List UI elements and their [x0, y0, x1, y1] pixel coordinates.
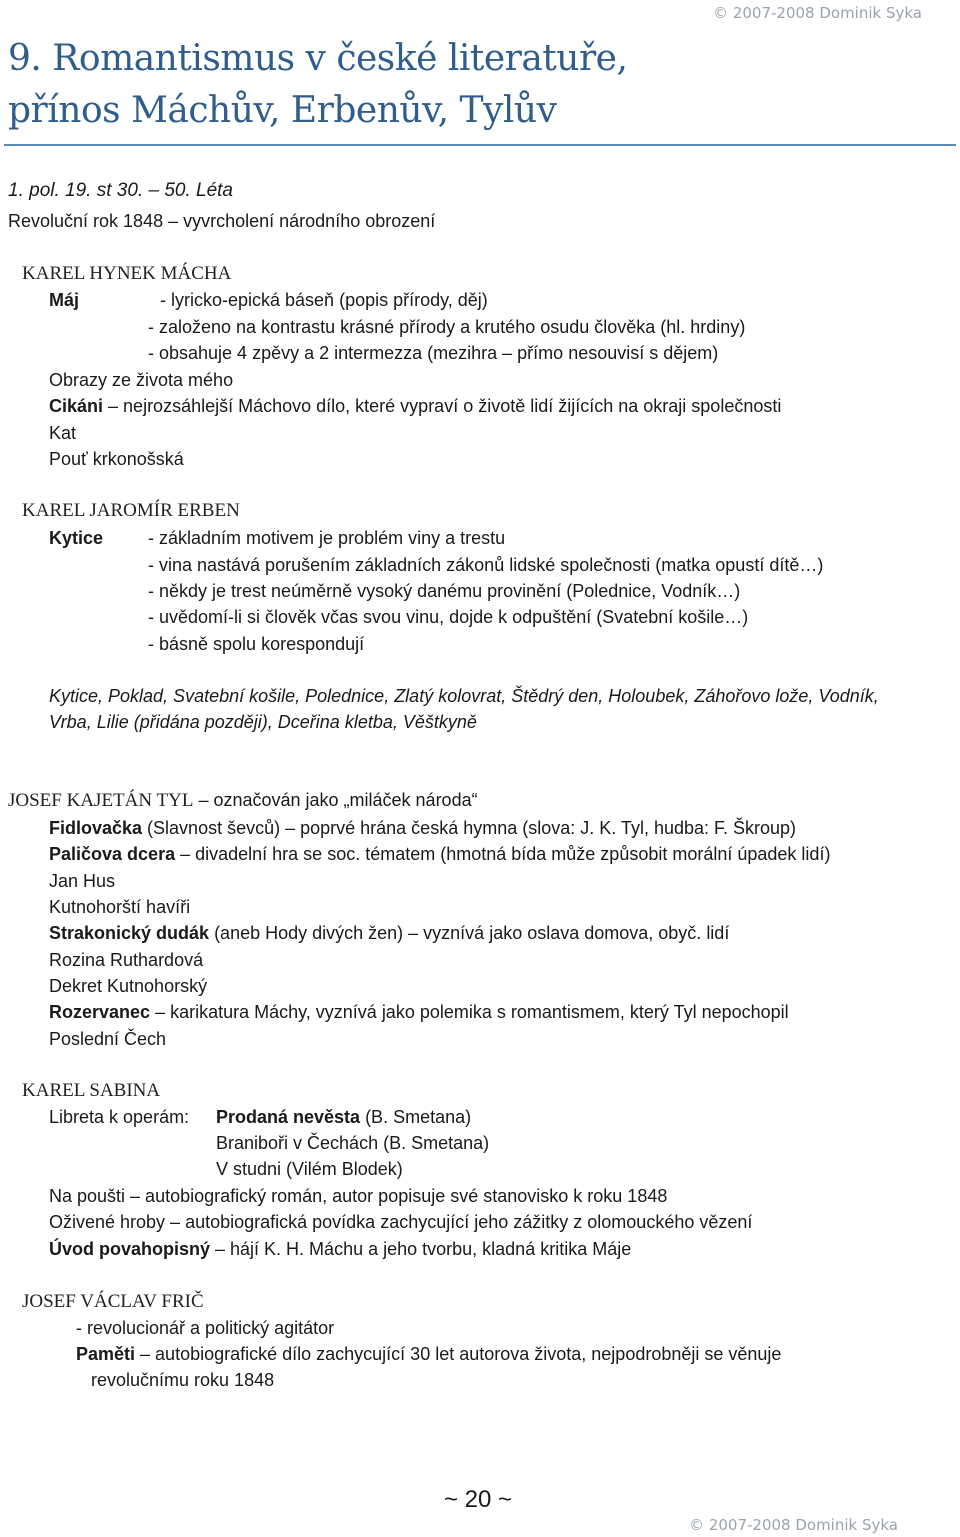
opera-1-label: Prodaná nevěsta [216, 1107, 361, 1127]
page-title-line-1: 9. Romantismus v české literatuře, [8, 38, 628, 79]
opera-3-line: V studni (Vilém Blodek) [216, 1159, 403, 1179]
opera-1-line [216, 1107, 471, 1128]
pameti-text: – autobiografické dílo zachycující 30 let autorova života, nejpodrobněji se věnuje [135, 1344, 782, 1364]
cikani-text: – nejrozsáhlejší Máchovo dílo, které vypraví o životě lidí žijících na okraji společnosti [103, 396, 782, 416]
maj-point-2: - založeno na kontrastu krásné přírody a krutého osudu člověka (hl. hrdiny) [148, 317, 746, 337]
uvod-line [49, 1239, 631, 1260]
page-title-line-2: přínos Máchův, Erbenův, Tylův [8, 90, 557, 131]
kytice-point-2: - vina nastává porušením základních zákonů lidské společnosti (matka opustí dítě…) [148, 555, 824, 575]
pout-line: Pouť krkonošská [49, 449, 184, 469]
uvod-text: – hájí K. H. Máchu a jeho tvorbu, kladná kritika Máje [210, 1239, 632, 1259]
copyright-bottom: © 2007-2008 Dominik Syka [689, 1516, 898, 1534]
page-number: ~ 20 ~ [444, 1486, 513, 1513]
title-rule [4, 144, 956, 146]
fidlovacka-text: (Slavnost ševců) – poprvé hrána česká hymna (slova: J. K. Tyl, hudba: F. Škroup) [142, 818, 797, 838]
opera-1-text: (B. Smetana) [360, 1107, 472, 1127]
obrazy-line: Obrazy ze života mého [49, 370, 234, 390]
tyl-heading-line [8, 790, 478, 812]
cikani-line [49, 396, 781, 417]
pameti-label: Paměti [76, 1344, 136, 1364]
rozervanec-line [49, 1002, 789, 1023]
ballads-line-1: Kytice, Poklad, Svatební košile, Polednice, Zlatý kolovrat, Štědrý den, Holoubek, Záhořovo lože, Vodník, [49, 686, 879, 706]
erben-heading: KAREL JAROMÍR ERBEN [22, 500, 240, 521]
rozervanec-text: – karikatura Máchy, vyznívá jako polemika s romantismem, který Tyl nepochopil [150, 1002, 789, 1022]
copyright-top: © 2007-2008 Dominik Syka [713, 4, 922, 22]
kytice-point-1: - základním motivem je problém viny a trestu [148, 528, 506, 548]
rozina-line: Rozina Ruthardová [49, 950, 204, 970]
ozivene-hroby-line: Oživené hroby – autobiografická povídka zachycující jeho zážitky z olomouckého vězení [49, 1212, 753, 1232]
kytice-point-3: - někdy je trest neúměrně vysoký danému provinění (Polednice, Vodník…) [148, 581, 741, 601]
strakonicky-text: (aneb Hody divých žen) – vyznívá jako oslava domova, obyč. lidí [209, 923, 730, 943]
strakonicky-label: Strakonický dudák [49, 923, 210, 943]
maj-point-1: - lyricko-epická báseň (popis přírody, děj) [160, 290, 488, 310]
fric-heading: JOSEF VÁCLAV FRIČ [22, 1291, 204, 1312]
fric-line-1: - revolucionář a politický agitátor [76, 1318, 335, 1338]
kytice-label: Kytice [49, 528, 104, 548]
posledni-cech-line: Poslední Čech [49, 1029, 167, 1049]
period-line: 1. pol. 19. st 30. – 50. Léta [8, 180, 233, 201]
tyl-heading-rest: – označován jako „miláček národa“ [193, 790, 478, 810]
kat-line: Kat [49, 423, 77, 443]
revolution-line: Revoluční rok 1848 – vyvrcholení národního obrození [8, 211, 436, 231]
libreta-label: Libreta k operám: [49, 1107, 190, 1127]
rozervanec-label: Rozervanec [49, 1002, 151, 1022]
sabina-heading: KAREL SABINA [22, 1080, 161, 1101]
jan-hus-line: Jan Hus [49, 871, 116, 891]
pameti-line [76, 1344, 781, 1365]
pameti-continuation: revolučnímu roku 1848 [91, 1370, 275, 1390]
macha-heading: KAREL HYNEK MÁCHA [22, 263, 232, 284]
fidlovacka-line [49, 818, 796, 839]
opera-2-line: Braniboři v Čechách (B. Smetana) [216, 1133, 490, 1153]
maj-label: Máj [49, 290, 80, 310]
dekret-line: Dekret Kutnohorský [49, 976, 208, 996]
kytice-point-4: - uvědomí-li si člověk včas svou vinu, dojde k odpuštění (Svatební košile…) [148, 607, 749, 627]
na-pousti-line: Na poušti – autobiografický román, autor popisuje své stanovisko k roku 1848 [49, 1186, 668, 1206]
maj-point-3: - obsahuje 4 zpěvy a 2 intermezza (mezihra – přímo nesouvisí s dějem) [148, 343, 719, 363]
strakonicky-line [49, 923, 729, 944]
palicova-label: Paličova dcera [49, 844, 176, 864]
palicova-line [49, 844, 830, 865]
cikani-label: Cikáni [49, 396, 104, 416]
tyl-heading: JOSEF KAJETÁN TYL [8, 790, 194, 811]
ballads-line-2: Vrba, Lilie (přidána později), Dceřina kletba, Věštkyně [49, 712, 477, 732]
fidlovacka-label: Fidlovačka [49, 818, 143, 838]
kytice-point-5: - básně spolu korespondují [148, 634, 365, 654]
palicova-text: – divadelní hra se soc. tématem (hmotná bída může způsobit morální úpadek lidí) [175, 844, 831, 864]
uvod-label: Úvod povahopisný [49, 1239, 211, 1259]
kutnohorsti-line: Kutnohorští havíři [49, 897, 191, 917]
